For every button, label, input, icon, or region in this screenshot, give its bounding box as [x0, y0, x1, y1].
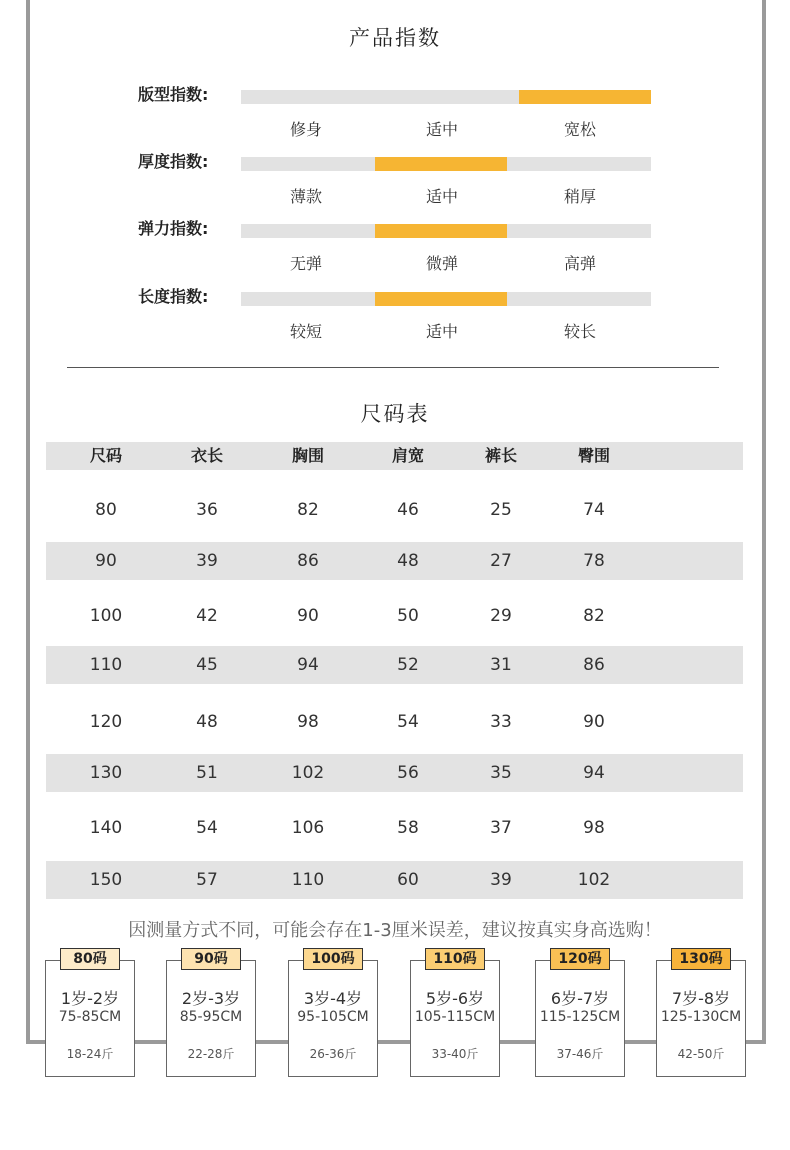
header-cell-chest: 胸围: [291, 446, 324, 465]
table-cell: 39: [196, 551, 218, 571]
section-divider: [67, 367, 719, 368]
table-cell: 94: [583, 763, 605, 783]
table-cell: 48: [397, 551, 419, 571]
table-cell: 74: [583, 500, 605, 520]
table-cell: 58: [397, 818, 419, 838]
weight-range: 26-36斤: [309, 1047, 357, 1061]
size-card: [535, 951, 625, 1077]
table-cell: 90: [583, 712, 605, 732]
index-track: [241, 292, 651, 306]
index-option: 较短: [289, 322, 322, 341]
table-cell: 86: [583, 655, 605, 675]
weight-range: 42-50斤: [677, 1047, 725, 1061]
index-selected-segment: [375, 157, 507, 171]
table-row: [46, 542, 743, 580]
table-cell: 140: [89, 818, 123, 838]
height-range: 105-115CM: [414, 1009, 496, 1025]
table-cell: 110: [89, 655, 123, 675]
size-badge: 90码: [181, 948, 241, 970]
size-card: [288, 951, 378, 1077]
height-range: 85-95CM: [179, 1009, 243, 1025]
weight-range: 37-46斤: [556, 1047, 604, 1061]
table-cell: 36: [196, 500, 218, 520]
index-option: 稍厚: [563, 187, 596, 206]
index-option: 适中: [425, 187, 458, 206]
table-cell: 90: [297, 606, 319, 626]
table-cell: 94: [297, 655, 319, 675]
table-cell: 102: [577, 870, 611, 890]
index-row: [0, 219, 790, 284]
table-cell: 60: [397, 870, 419, 890]
table-cell: 82: [583, 606, 605, 626]
height-range: 95-105CM: [297, 1009, 369, 1025]
index-option: 微弹: [425, 254, 458, 273]
index-option: 无弹: [289, 254, 322, 273]
table-row: [46, 861, 743, 899]
header-cell-length: 衣长: [190, 446, 223, 465]
size-card: [45, 951, 135, 1077]
size-card: [656, 951, 746, 1077]
table-cell: 98: [583, 818, 605, 838]
table-cell: 33: [490, 712, 512, 732]
header-cell-shoulder: 肩宽: [391, 446, 424, 465]
table-cell: 150: [89, 870, 123, 890]
table-cell: 51: [196, 763, 218, 783]
age-range: 6岁-7岁: [550, 989, 610, 1008]
index-option: 适中: [425, 322, 458, 341]
size-badge: 130码: [671, 948, 731, 970]
index-label: 版型指数:: [138, 85, 209, 104]
frame-bottom-border: [26, 1040, 766, 1044]
table-cell: 110: [291, 870, 325, 890]
table-cell: 35: [490, 763, 512, 783]
index-option: 薄款: [289, 187, 322, 206]
index-row: [0, 287, 790, 352]
table-cell: 54: [196, 818, 218, 838]
height-range: 75-85CM: [58, 1009, 122, 1025]
table-cell: 50: [397, 606, 419, 626]
height-range: 125-130CM: [660, 1009, 742, 1025]
table-cell: 57: [196, 870, 218, 890]
index-label: 厚度指数:: [138, 152, 209, 171]
table-cell: 78: [583, 551, 605, 571]
table-cell: 82: [297, 500, 319, 520]
size-badge: 80码: [60, 948, 120, 970]
size-chart-title: 尺码表: [360, 402, 430, 426]
age-range: 1岁-2岁: [60, 989, 120, 1008]
index-track: [241, 90, 651, 104]
size-badge: 110码: [425, 948, 485, 970]
index-selected-segment: [375, 224, 507, 238]
table-cell: 39: [490, 870, 512, 890]
table-cell: 86: [297, 551, 319, 571]
table-row: [46, 703, 743, 741]
header-cell-size: 尺码: [89, 446, 122, 465]
table-cell: 56: [397, 763, 419, 783]
index-label: 长度指数:: [138, 287, 209, 306]
size-badge: 100码: [303, 948, 363, 970]
weight-range: 18-24斤: [66, 1047, 114, 1061]
table-cell: 27: [490, 551, 512, 571]
index-selected-segment: [519, 90, 651, 104]
table-cell: 37: [490, 818, 512, 838]
index-row: [0, 85, 790, 150]
table-row: [46, 646, 743, 684]
age-range: 3岁-4岁: [303, 989, 363, 1008]
index-option: 宽松: [563, 120, 596, 139]
table-cell: 25: [490, 500, 512, 520]
table-cell: 90: [95, 551, 117, 571]
index-row: [0, 152, 790, 217]
table-cell: 52: [397, 655, 419, 675]
weight-range: 33-40斤: [431, 1047, 479, 1061]
table-cell: 130: [89, 763, 123, 783]
size-card: [410, 951, 500, 1077]
table-cell: 46: [397, 500, 419, 520]
table-cell: 54: [397, 712, 419, 732]
table-cell: 42: [196, 606, 218, 626]
index-label: 弹力指数:: [138, 219, 209, 238]
index-option: 修身: [289, 120, 322, 139]
table-cell: 29: [490, 606, 512, 626]
index-option: 适中: [425, 120, 458, 139]
index-option: 较长: [563, 322, 596, 341]
size-badge: 120码: [550, 948, 610, 970]
table-row: [46, 754, 743, 792]
table-cell: 98: [297, 712, 319, 732]
table-cell: 106: [291, 818, 325, 838]
measurement-note: 因测量方式不同，可能会存在1-3厘米误差，建议按真实身高选购！: [128, 920, 662, 941]
table-cell: 102: [291, 763, 325, 783]
height-range: 115-125CM: [539, 1009, 621, 1025]
age-range: 2岁-3岁: [181, 989, 241, 1008]
header-cell-pants-length: 裤长: [484, 446, 517, 465]
table-cell: 48: [196, 712, 218, 732]
header-cell-hip: 臀围: [577, 446, 610, 465]
index-track: [241, 157, 651, 171]
table-cell: 100: [89, 606, 123, 626]
age-range: 5岁-6岁: [425, 989, 485, 1008]
index-option: 高弹: [563, 254, 596, 273]
table-row: [46, 491, 743, 529]
size-table-header: [46, 442, 743, 470]
table-cell: 31: [490, 655, 512, 675]
size-card: [166, 951, 256, 1077]
table-row: [46, 597, 743, 635]
age-range: 7岁-8岁: [671, 989, 731, 1008]
table-cell: 120: [89, 712, 123, 732]
table-cell: 80: [95, 500, 117, 520]
table-cell: 45: [196, 655, 218, 675]
index-selected-segment: [375, 292, 507, 306]
product-index-title: 产品指数: [349, 26, 441, 50]
table-row: [46, 809, 743, 847]
weight-range: 22-28斤: [187, 1047, 235, 1061]
index-track: [241, 224, 651, 238]
